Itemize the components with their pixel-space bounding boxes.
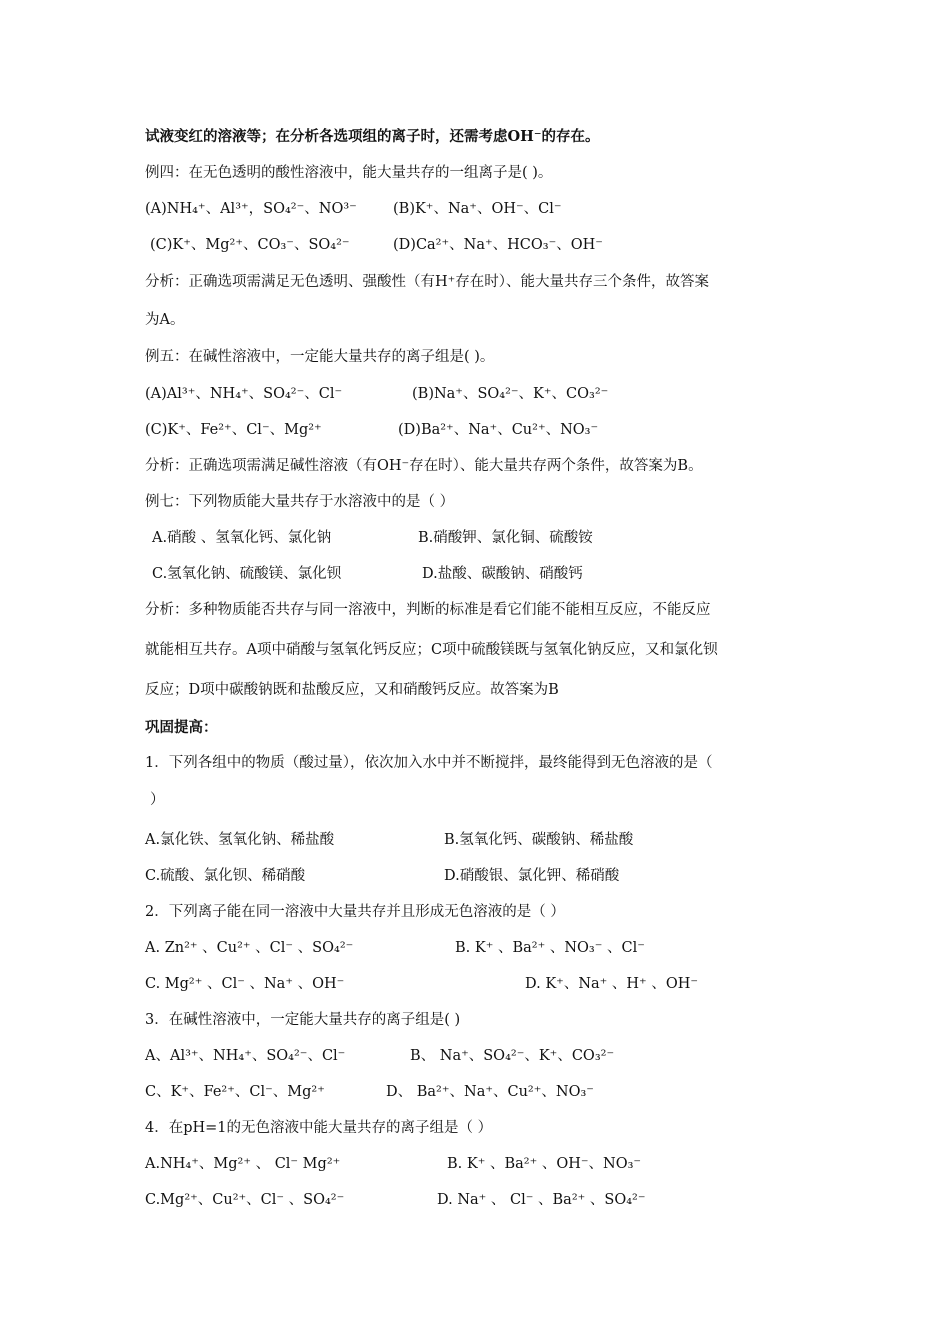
question-3-option-d: D、 Ba²⁺、Na⁺、Cu²⁺、NO₃⁻ bbox=[386, 1084, 594, 1100]
example-5-option-b: (B)Na⁺、SO₄²⁻、K⁺、CO₃²⁻ bbox=[412, 386, 609, 402]
question-3-option-c: C、K⁺、Fe²⁺、Cl⁻、Mg²⁺ bbox=[145, 1084, 325, 1100]
intro-line: 试液变红的溶液等；在分析各选项组的离子时，还需考虑OH⁻的存在。 bbox=[145, 128, 600, 145]
example-5-option-d: (D)Ba²⁺、Na⁺、Cu²⁺、NO₃⁻ bbox=[398, 422, 599, 438]
question-2-option-b: B. K⁺ 、Ba²⁺ 、NO₃⁻ 、Cl⁻ bbox=[455, 940, 645, 956]
question-2-option-d: D. K⁺、Na⁺ 、H⁺ 、OH⁻ bbox=[525, 976, 699, 992]
example-7-analysis-cont-2: 反应；D项中碳酸钠既和盐酸反应，又和硝酸钙反应。故答案为B bbox=[145, 682, 559, 698]
example-4-analysis: 分析：正确选项需满足无色透明、强酸性（有H⁺存在时）、能大量共存三个条件，故答案 bbox=[145, 274, 710, 290]
question-4-option-b: B. K⁺ 、Ba²⁺ 、OH⁻、NO₃⁻ bbox=[447, 1156, 642, 1172]
example-4-option-a: (A)NH₄⁺、Al³⁺，SO₄²⁻、NO³⁻ bbox=[145, 201, 357, 217]
question-4-option-c: C.Mg²⁺、Cu²⁺、Cl⁻ 、SO₄²⁻ bbox=[145, 1192, 345, 1208]
question-4-option-d: D. Na⁺ 、 Cl⁻ 、Ba²⁺ 、SO₄²⁻ bbox=[437, 1192, 646, 1208]
example-5-question: 例五：在碱性溶液中，一定能大量共存的离子组是( )。 bbox=[145, 349, 495, 365]
example-7-analysis-cont: 就能相互共存。A项中硝酸与氢氧化钙反应；C项中硫酸镁既与氢氧化钠反应，又和氯化钡 bbox=[145, 642, 718, 658]
example-4-option-b: (B)K⁺、Na⁺、OH⁻、Cl⁻ bbox=[393, 201, 562, 217]
example-5-analysis: 分析：正确选项需满足碱性溶液（有OH⁻存在时）、能大量共存两个条件，故答案为B。 bbox=[145, 458, 703, 474]
example-7-question: 例七：下列物质能大量共存于水溶液中的是（ ） bbox=[145, 494, 455, 510]
question-4-option-a: A.NH₄⁺、Mg²⁺ 、 Cl⁻ Mg²⁺ bbox=[145, 1156, 341, 1172]
question-1-option-b: B.氢氧化钙、碳酸钠、稀盐酸 bbox=[444, 832, 634, 848]
section-heading: 巩固提高： bbox=[145, 719, 218, 736]
example-4-option-d: (D)Ca²⁺、Na⁺、HCO₃⁻、OH⁻ bbox=[393, 237, 603, 253]
example-5-option-a: (A)Al³⁺、NH₄⁺、SO₄²⁻、Cl⁻ bbox=[145, 386, 343, 402]
example-5-option-c: (C)K⁺、Fe²⁺、Cl⁻、Mg²⁺ bbox=[145, 422, 322, 438]
question-4: 4．在pH=1的无色溶液中能大量共存的离子组是（ ） bbox=[145, 1120, 493, 1136]
question-2-option-a: A. Zn²⁺ 、Cu²⁺ 、Cl⁻ 、SO₄²⁻ bbox=[145, 940, 354, 956]
question-2-option-c: C. Mg²⁺ 、Cl⁻ 、Na⁺ 、OH⁻ bbox=[145, 976, 345, 992]
example-7-option-d: D.盐酸、碳酸钠、硝酸钙 bbox=[422, 566, 583, 582]
question-1-option-a: A.氯化铁、氢氧化钠、稀盐酸 bbox=[145, 832, 335, 848]
example-4-option-c: (C)K⁺、Mg²⁺、CO₃⁻、SO₄²⁻ bbox=[150, 237, 350, 253]
example-7-option-a: A.硝酸 、氢氧化钙、氯化钠 bbox=[152, 530, 332, 546]
question-3: 3．在碱性溶液中，一定能大量共存的离子组是( ) bbox=[145, 1012, 461, 1028]
example-7-option-b: B.硝酸钾、氯化铜、硫酸铵 bbox=[418, 530, 593, 546]
question-3-option-b: B、 Na⁺、SO₄²⁻、K⁺、CO₃²⁻ bbox=[410, 1048, 615, 1064]
question-3-option-a: A、Al³⁺、NH₄⁺、SO₄²⁻、Cl⁻ bbox=[145, 1048, 346, 1064]
question-1-option-d: D.硝酸银、氯化钾、稀硝酸 bbox=[444, 868, 620, 884]
question-1-option-c: C.硫酸、氯化钡、稀硝酸 bbox=[145, 868, 306, 884]
example-4-question: 例四：在无色透明的酸性溶液中，能大量共存的一组离子是( )。 bbox=[145, 165, 553, 181]
question-1: 1．下列各组中的物质（酸过量），依次加入水中并不断搅拌，最终能得到无色溶液的是（ bbox=[145, 755, 713, 771]
example-4-analysis-cont: 为A。 bbox=[145, 312, 185, 328]
example-7-analysis: 分析：多种物质能否共存与同一溶液中，判断的标准是看它们能不能相互反应，不能反应 bbox=[145, 602, 711, 618]
question-1-cont: ） bbox=[150, 792, 165, 808]
example-7-option-c: C.氢氧化钠、硫酸镁、氯化钡 bbox=[152, 566, 342, 582]
question-2: 2．下列离子能在同一溶液中大量共存并且形成无色溶液的是（ ） bbox=[145, 904, 565, 920]
